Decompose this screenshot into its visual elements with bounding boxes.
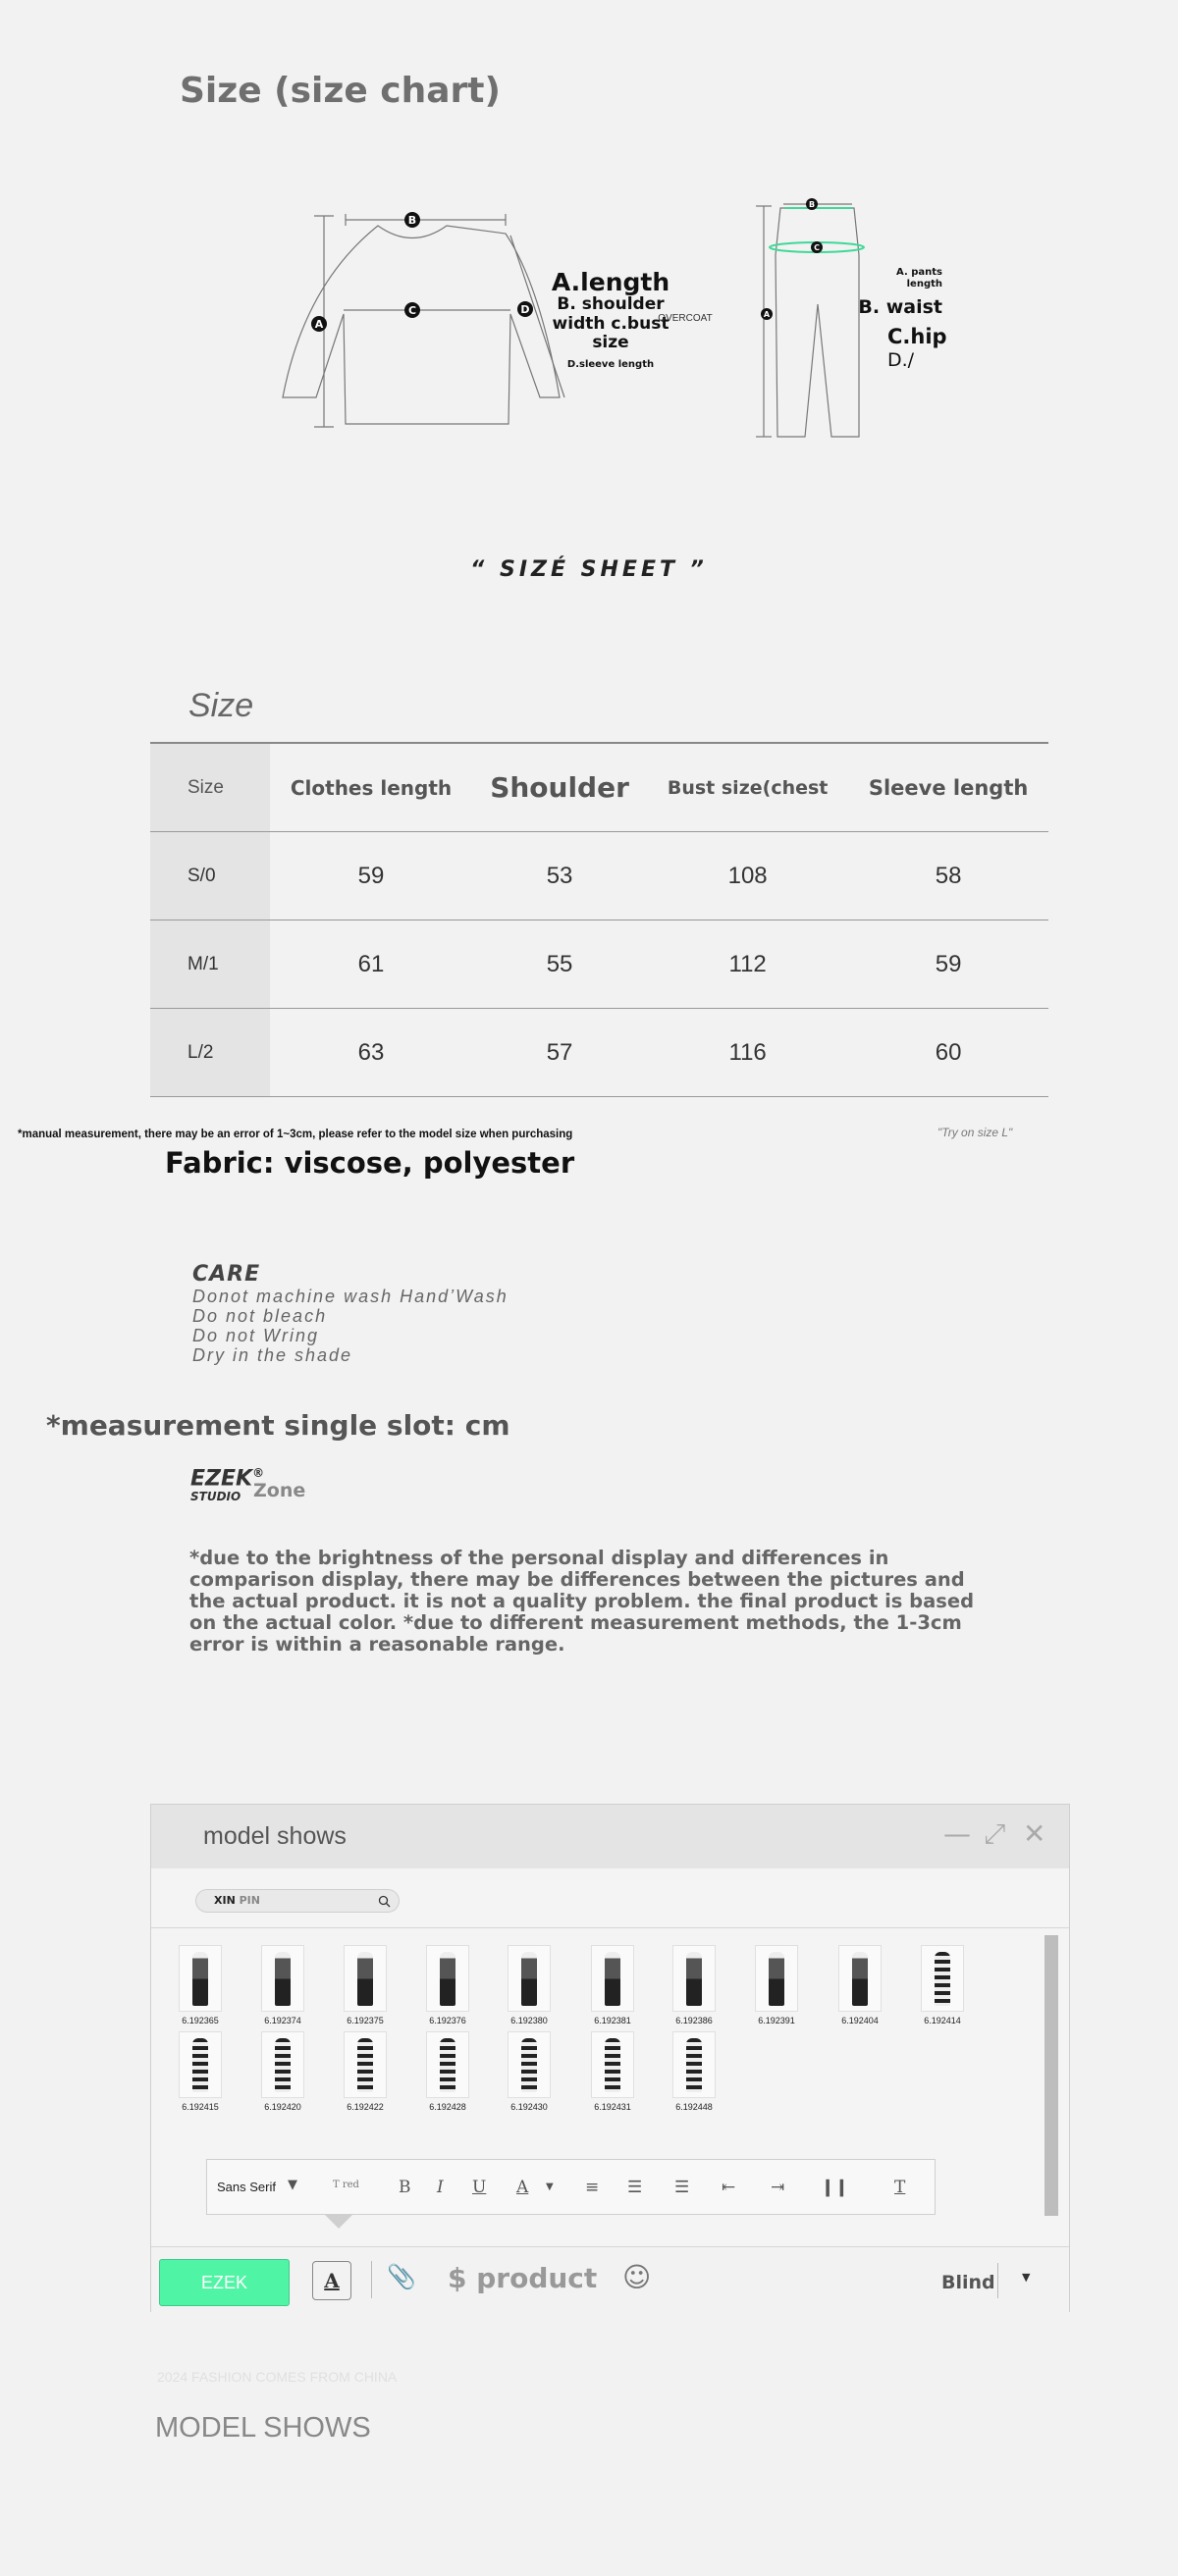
model-photo [591, 2031, 634, 2098]
product-button[interactable]: $ product [448, 2262, 598, 2294]
thumbnail-caption: 6.192428 [429, 2102, 466, 2112]
font-family-select[interactable]: Sans Serif [217, 2180, 276, 2194]
footer-heading: MODEL SHOWS [155, 2412, 371, 2444]
close-icon[interactable]: ✕ [1023, 1817, 1046, 1850]
model-photo [344, 1945, 387, 2012]
value-cell: 58 [848, 832, 1048, 920]
pants-legend-c: C.hip [887, 325, 947, 348]
model-photo [344, 2031, 387, 2098]
label-a: A [314, 318, 324, 331]
page-title: Size (size chart) [180, 71, 501, 111]
table-row [150, 832, 1048, 920]
model-photo [261, 2031, 304, 2098]
value-cell: 112 [647, 920, 848, 1009]
model-thumbnail[interactable] [500, 1945, 559, 2025]
model-shows-window [150, 1804, 1070, 2312]
thumbnail-caption: 6.192422 [347, 2102, 384, 2112]
italic-button[interactable]: I [437, 2178, 444, 2197]
value-cell: 53 [472, 832, 647, 920]
model-photo [838, 1945, 882, 2012]
logo-reg: ® [252, 1466, 265, 1480]
model-thumbnail[interactable] [336, 1945, 395, 2025]
model-thumbnail[interactable] [500, 2031, 559, 2112]
model-thumbnail[interactable] [665, 1945, 723, 2025]
legend-c: width c.bust [552, 314, 669, 334]
size-table [150, 742, 1048, 1097]
minimize-icon[interactable]: — [943, 1817, 971, 1850]
thumbnail-caption: 6.192431 [594, 2102, 631, 2112]
header-shoulder: Shoulder [472, 743, 647, 832]
input-bar [151, 2246, 1069, 2312]
maximize-icon[interactable]: ⤢ [984, 1817, 1006, 1850]
send-button[interactable]: EZEK [159, 2259, 290, 2306]
disclaimer-text: *due to the brightness of the personal display and differences in comparison display, there may be differences between the pictures and the actual product. it is not a quality problem. the final product is based on the actual color. *due to different measurement methods, the 1-3cm error is within a reasonable range. [189, 1547, 975, 1656]
size-section-label: Size [188, 687, 254, 724]
header-bust: Bust size(chest [647, 743, 848, 832]
header-sleeve-length: Sleeve length [848, 743, 1048, 832]
footer-tagline: 2024 FASHION COMES FROM CHINA [157, 2369, 398, 2385]
value-cell: 61 [270, 920, 472, 1009]
window-header [151, 1805, 1069, 1868]
try-on-note: "Try on size L" [937, 1126, 1013, 1139]
model-photo [508, 1945, 551, 2012]
emoji-icon[interactable]: ☺ [622, 2261, 652, 2293]
model-photo [591, 1945, 634, 2012]
table-header-row [150, 743, 1048, 832]
value-cell: 63 [270, 1009, 472, 1097]
care-line: Do not bleach [192, 1306, 328, 1326]
model-thumbnail[interactable] [583, 1945, 642, 2025]
search-icon[interactable] [378, 1895, 391, 1908]
editor-toolbar [206, 2159, 936, 2215]
header-clothes-length: Clothes length [270, 743, 472, 832]
size-diagram [265, 196, 991, 451]
size-cell: L/2 [150, 1009, 270, 1097]
thumbnail-caption: 6.192375 [347, 2016, 384, 2025]
model-thumbnail[interactable] [336, 2031, 395, 2112]
logo-zone: Zone [253, 1480, 306, 1501]
model-thumbnail[interactable] [665, 2031, 723, 2112]
bold-button[interactable]: B [399, 2178, 411, 2197]
underline-button[interactable]: U [472, 2178, 487, 2197]
thumbnail-caption: 6.192430 [510, 2102, 548, 2112]
color-dropdown-icon[interactable]: ▼ [546, 2182, 554, 2192]
model-photo [755, 1945, 798, 2012]
thumbnail-caption: 6.192365 [182, 2016, 219, 2025]
outdent-icon[interactable]: ⇤ [722, 2178, 736, 2197]
pants-illustration [756, 204, 859, 437]
logo-studio: STUDIO [190, 1490, 241, 1504]
thumbnail-caption: 6.192404 [841, 2016, 879, 2025]
care-line: Dry in the shade [192, 1345, 353, 1365]
model-thumbnail[interactable] [171, 1945, 230, 2025]
model-photo [179, 1945, 222, 2012]
thumbnail-caption: 6.192380 [510, 2016, 548, 2025]
thumbnail-caption: 6.192376 [429, 2016, 466, 2025]
pants-label-b: B [808, 200, 816, 209]
search-text-rest: PIN [235, 1894, 260, 1907]
value-cell: 59 [848, 920, 1048, 1009]
more-dropdown-icon[interactable]: ▼ [1022, 2271, 1031, 2284]
size-cell: M/1 [150, 920, 270, 1009]
care-section [192, 1262, 509, 1365]
model-thumbnail[interactable] [830, 1945, 889, 2025]
pants-label-a: A [763, 310, 771, 319]
care-heading: CARE [192, 1262, 261, 1287]
brand-logo [190, 1462, 306, 1504]
text-color-button[interactable]: A [516, 2178, 529, 2197]
legend-b: B. shoulder [557, 294, 665, 314]
clear-format-button[interactable]: T [894, 2178, 906, 2197]
legend-a: A.length [551, 268, 670, 296]
ordered-list-icon[interactable]: ☰ [627, 2178, 643, 2197]
measurement-note: *manual measurement, there may be an error of 1~3cm, please refer to the model size when purchasing [18, 1129, 573, 1140]
thumbnail-caption: 6.192448 [675, 2102, 713, 2112]
legend-d: D.sleeve length [566, 359, 655, 370]
value-cell: 108 [647, 832, 848, 920]
fabric-info: Fabric: viscose, polyester [165, 1146, 575, 1180]
table-row [150, 1009, 1048, 1097]
model-thumbnail[interactable] [747, 1945, 806, 2025]
indent-icon[interactable]: ⇥ [771, 2178, 785, 2197]
thumbnail-caption: 6.192414 [924, 2016, 961, 2025]
pants-legend-b: B. waist [858, 296, 942, 318]
value-cell: 60 [848, 1009, 1048, 1097]
model-photo [508, 2031, 551, 2098]
care-line: Donot machine wash Hand’Wash [192, 1287, 509, 1306]
model-thumbnail[interactable] [418, 2031, 477, 2112]
label-c: C [407, 304, 417, 317]
thumbnail-caption: 6.192386 [675, 2016, 713, 2025]
thumbnail-caption: 6.192420 [264, 2102, 301, 2112]
thumbnail-caption: 6.192374 [264, 2016, 301, 2025]
measurement-unit-note: *measurement single slot: cm [46, 1409, 510, 1442]
pants-label-c: C [814, 243, 820, 252]
value-cell: 116 [647, 1009, 848, 1097]
chevron-down-icon[interactable]: ▼ [288, 2178, 297, 2192]
model-thumbnail[interactable] [171, 2031, 230, 2112]
model-photo [179, 2031, 222, 2098]
label-b: B [407, 214, 417, 227]
value-cell: 59 [270, 832, 472, 920]
model-photo [426, 1945, 469, 2012]
window-title: model shows [203, 1822, 347, 1850]
thumbnail-caption: 6.192415 [182, 2102, 219, 2112]
font-size-select[interactable]: T red [333, 2180, 359, 2190]
value-cell: 55 [472, 920, 647, 1009]
model-thumbnail[interactable] [253, 2031, 312, 2112]
pants-legend-a2: length [906, 279, 942, 289]
search-input[interactable] [195, 1889, 400, 1913]
model-photo [261, 1945, 304, 2012]
value-cell: 57 [472, 1009, 647, 1097]
legend-c2: size [592, 333, 629, 352]
model-thumbnail[interactable] [253, 1945, 312, 2025]
size-sheet-title: “ SIZÉ SHEET ” [470, 557, 708, 582]
thumbnail-caption: 6.192381 [594, 2016, 631, 2025]
pants-legend-a: A. pants [896, 267, 942, 278]
model-thumbnail[interactable] [913, 1945, 972, 2025]
blind-button[interactable]: Blind [941, 2272, 995, 2293]
align-icon[interactable]: ≡ [585, 2178, 600, 2197]
model-photo [921, 1945, 964, 2012]
label-d: D [520, 303, 530, 316]
model-thumbnail[interactable] [418, 1945, 477, 2025]
model-photo [672, 1945, 716, 2012]
overcoat-label: OVERCOAT [658, 313, 713, 324]
search-text-bold: XIN [214, 1894, 236, 1907]
logo-brand: EZEK [190, 1466, 253, 1492]
bullet-list-icon[interactable]: ☰ [674, 2178, 690, 2197]
pause-icon[interactable]: ❙❙ [821, 2178, 849, 2197]
model-thumbnail[interactable] [583, 2031, 642, 2112]
care-line: Do not Wring [192, 1326, 320, 1345]
pants-legend-d: D./ [887, 349, 915, 371]
thumbnail-caption: 6.192391 [758, 2016, 795, 2025]
scrollbar[interactable] [1044, 1935, 1058, 2216]
size-cell: S/0 [150, 832, 270, 920]
model-photo [672, 2031, 716, 2098]
paperclip-icon[interactable]: 📎 [387, 2263, 416, 2290]
table-row [150, 920, 1048, 1009]
model-photo [426, 2031, 469, 2098]
text-format-button[interactable]: A [312, 2261, 351, 2300]
header-size: Size [150, 743, 270, 832]
